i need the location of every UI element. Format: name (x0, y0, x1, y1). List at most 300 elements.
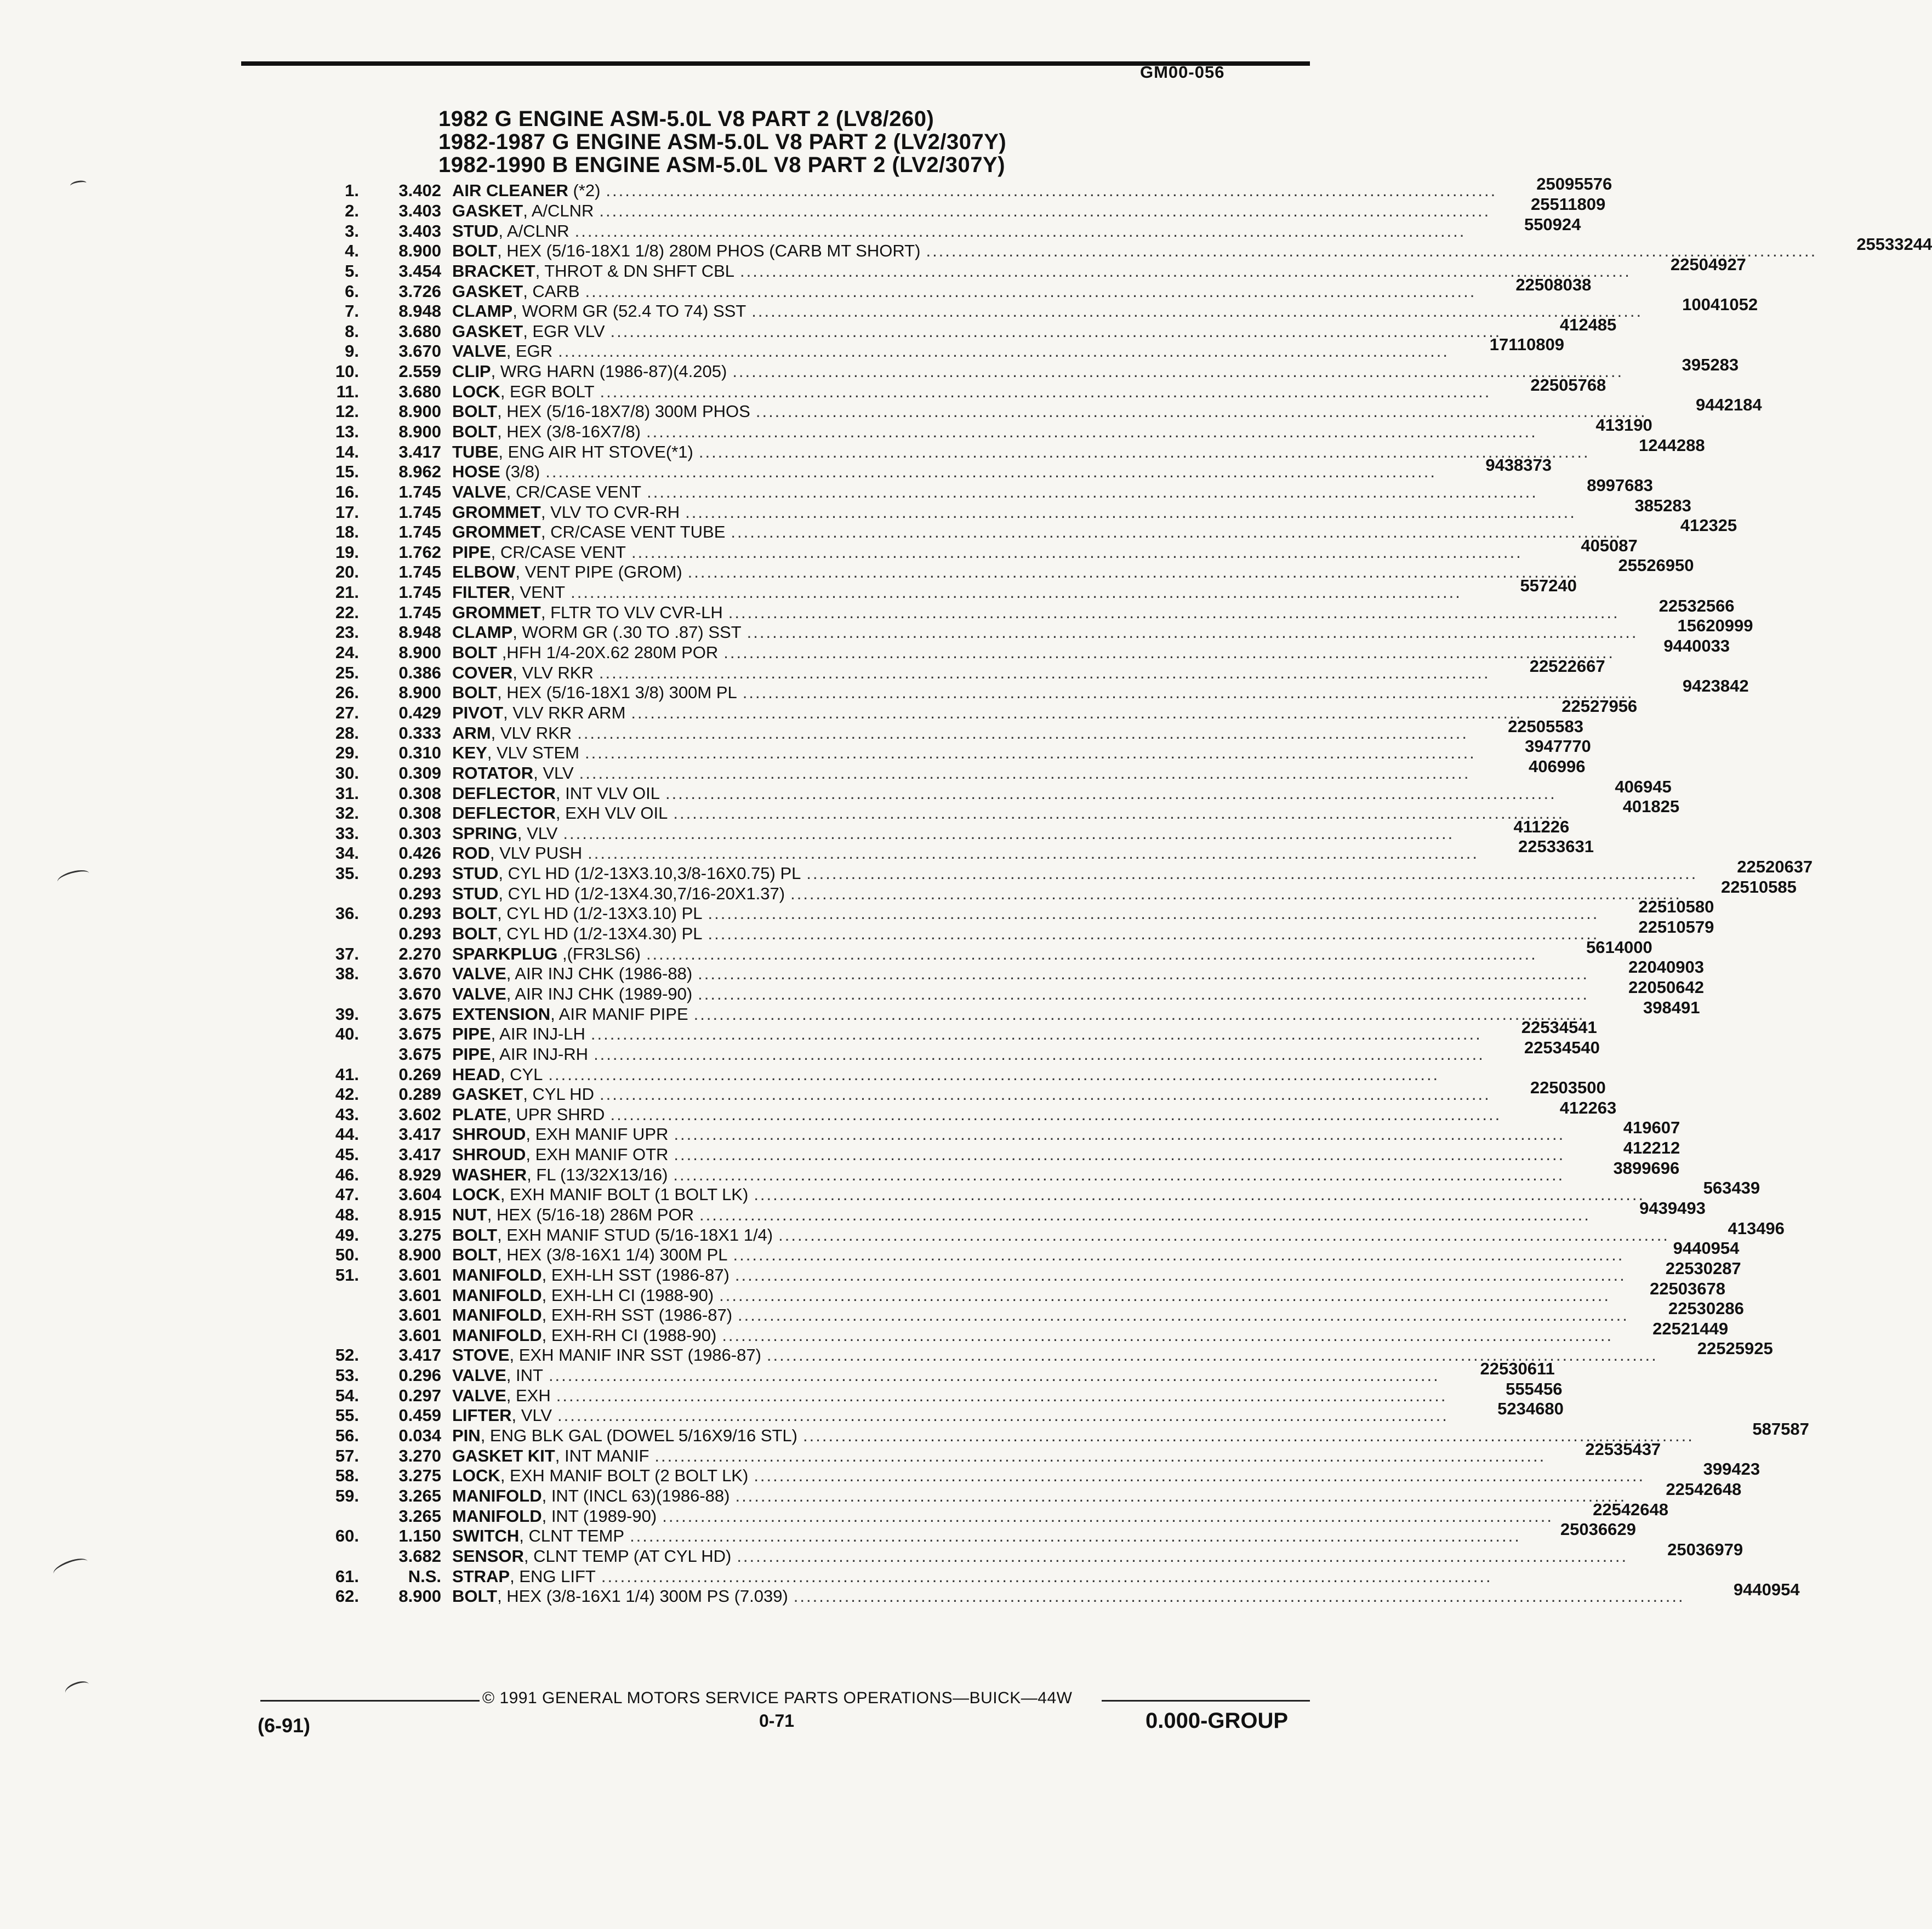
item-number: 55. (335, 1406, 359, 1425)
group-number: 0.310 (398, 743, 441, 763)
part-description (452, 824, 1454, 843)
part-name: VALVE (452, 964, 506, 984)
part-name: LOCK (452, 1466, 500, 1486)
part-detail: , EXH-RH CI (1988-90) (542, 1325, 717, 1345)
dot-leader: ............................................................................................................................................ (699, 1205, 1591, 1224)
group-number: 8.900 (398, 1586, 441, 1606)
part-number: 555456 (1506, 1379, 1563, 1399)
part-row (296, 616, 1753, 643)
group-number: 2.559 (398, 362, 441, 381)
part-name: BOLT (452, 643, 498, 663)
part-detail: , EGR VLV (523, 321, 605, 341)
part-description (452, 543, 1523, 562)
part-number: 399423 (1703, 1459, 1760, 1479)
part-detail: , CR/CASE VENT TUBE (540, 522, 726, 542)
group-number: 3.417 (398, 1345, 441, 1365)
part-row (296, 415, 1652, 442)
part-name: BOLT (452, 402, 498, 421)
part-number: 22530287 (1665, 1258, 1741, 1278)
item-number: 19. (335, 542, 359, 562)
item-number: 1. (345, 181, 359, 201)
group-number: 0.289 (398, 1085, 441, 1104)
dot-leader: ............................................................................................................................................ (731, 522, 1622, 542)
part-description (452, 1105, 1501, 1125)
part-row (296, 1319, 1729, 1346)
group-number: 0.426 (398, 843, 441, 863)
part-description (452, 1165, 1564, 1185)
dot-leader: ............................................................................................................................................ (654, 1446, 1546, 1465)
part-detail: , HEX (5/16-18) 286M POR (487, 1205, 694, 1224)
part-detail: , CR/CASE VENT (506, 482, 642, 501)
part-detail: , WORM GR (.30 TO .87) SST (512, 623, 742, 642)
item-number: 35. (335, 864, 359, 883)
group-number: 3.604 (398, 1185, 441, 1205)
group-number: 3.265 (398, 1486, 441, 1505)
dot-leader: ............................................................................................................................................ (719, 1285, 1610, 1305)
item-number: 37. (335, 944, 359, 963)
part-detail: , CYL HD (1/2-13X4.30) PL (497, 924, 703, 944)
group-number: 1.745 (398, 522, 441, 542)
part-number: 22510579 (1638, 917, 1714, 937)
part-detail: (3/8) (500, 462, 540, 482)
part-number: 22530611 (1480, 1359, 1555, 1379)
part-row (296, 1459, 1760, 1486)
part-number: 22542648 (1666, 1479, 1742, 1499)
part-number: 22525925 (1697, 1339, 1773, 1359)
part-row (296, 495, 1691, 522)
part-name: VALVE (452, 984, 506, 1003)
part-number: 22534541 (1521, 1018, 1597, 1037)
dot-leader: ............................................................................................................................................ (610, 321, 1502, 341)
item-number: 32. (335, 803, 359, 823)
part-number: 25526950 (1618, 556, 1694, 575)
part-description (452, 703, 1522, 723)
part-detail: , HEX (5/16-18X7/8) 300M PHOS (497, 402, 750, 421)
part-name: ROD (452, 843, 490, 863)
item-number: 38. (335, 964, 359, 984)
part-description (452, 803, 1564, 823)
part-detail: , CARB (523, 281, 580, 301)
part-row (296, 1118, 1680, 1145)
part-description (452, 1466, 1645, 1486)
part-number: 557240 (1520, 576, 1577, 596)
part-name: BOLT (452, 683, 498, 703)
part-row (296, 254, 1746, 282)
part-row (296, 1419, 1809, 1446)
part-number: 9442184 (1695, 395, 1762, 415)
group-number: 0.297 (398, 1385, 441, 1405)
part-row (296, 1138, 1680, 1165)
part-detail: , THROT & DN SHFT CBL (535, 261, 735, 281)
part-number: 22504927 (1670, 254, 1746, 274)
part-detail: , FL (13/32X13/16) (527, 1165, 668, 1184)
part-detail: , EXH MANIF INR SST (1986-87) (509, 1345, 761, 1365)
part-row (296, 1566, 1492, 1586)
group-number: 0.303 (398, 823, 441, 843)
part-number: 22505768 (1530, 375, 1606, 395)
dot-leader: ............................................................................................................................................ (674, 1145, 1565, 1165)
dot-leader: ............................................................................................................................................ (579, 763, 1471, 783)
part-number: 22505583 (1508, 716, 1583, 736)
part-detail: , VLV RKR (491, 723, 572, 743)
group-number: 2.270 (398, 944, 441, 963)
item-number: 5. (345, 261, 359, 281)
dot-leader: ............................................................................................................................................ (723, 643, 1615, 663)
dot-leader: ............................................................................................................................................ (738, 1305, 1629, 1325)
part-detail: , WRG HARN (1986-87)(4.205) (491, 362, 727, 381)
part-row (296, 777, 1672, 803)
page-titles (438, 107, 1006, 176)
group-number: 0.293 (398, 904, 441, 923)
dot-leader: ............................................................................................................................................ (708, 924, 1599, 944)
group-number: 3.275 (398, 1225, 441, 1245)
item-number: 26. (335, 683, 359, 703)
part-description (452, 1326, 1613, 1345)
group-number: 3.402 (398, 181, 441, 201)
dot-leader: ............................................................................................................................................ (557, 1406, 1449, 1425)
part-name: STUD (452, 864, 499, 883)
part-number: 398491 (1643, 997, 1700, 1017)
part-row (296, 1339, 1773, 1366)
part-row (296, 1359, 1555, 1386)
group-number: 8.948 (398, 623, 441, 642)
group-number: 8.900 (398, 402, 441, 421)
page-number: 0-71 (759, 1711, 795, 1731)
part-row (296, 596, 1735, 623)
part-name: ARM (452, 723, 491, 743)
part-row (296, 756, 1586, 784)
part-name: PLATE (452, 1104, 507, 1124)
part-row (296, 1399, 1564, 1426)
part-row (296, 475, 1653, 503)
part-name: STUD (452, 883, 499, 903)
group-number: 3.417 (398, 442, 441, 461)
part-number: 9440033 (1663, 636, 1730, 656)
item-number: 56. (335, 1426, 359, 1446)
group-number: 3.675 (398, 1024, 441, 1044)
part-detail: , EGR BOLT (500, 381, 595, 401)
part-number: 413190 (1595, 415, 1652, 435)
group-number: 8.900 (398, 422, 441, 441)
group-number: 3.454 (398, 261, 441, 281)
part-name: GASKET (452, 281, 523, 301)
part-detail: , CYL HD (1/2-13X3.10,3/8-16X0.75) PL (498, 864, 801, 883)
dot-leader: ............................................................................................................................................ (594, 1044, 1485, 1064)
part-description (452, 583, 1462, 602)
part-description (452, 503, 1576, 522)
item-number: 9. (345, 341, 359, 361)
part-number: 22503500 (1530, 1078, 1606, 1098)
part-detail: , FLTR TO VLV CVR-LH (540, 602, 723, 622)
part-description (452, 1366, 1440, 1385)
item-number: 58. (335, 1466, 359, 1486)
item-number: 44. (335, 1125, 359, 1144)
part-row (296, 1279, 1725, 1305)
part-description (452, 1406, 1449, 1425)
group-label: 0.000-GROUP (1145, 1709, 1289, 1733)
part-description (452, 1586, 1685, 1606)
part-row (296, 355, 1739, 382)
part-detail: , EXH MANIF UPR (526, 1125, 669, 1144)
part-description (452, 241, 1817, 261)
part-row (296, 1218, 1785, 1245)
part-description (452, 201, 1490, 221)
part-row (296, 435, 1705, 462)
part-row (296, 315, 1617, 341)
document-code: GM00-056 (1140, 62, 1225, 82)
item-number: 14. (335, 442, 359, 461)
item-number: 6. (345, 281, 359, 301)
part-detail: , VLV RKR (512, 663, 594, 682)
scan-mark (52, 1555, 90, 1580)
dot-leader: ............................................................................................................................................ (698, 984, 1589, 1003)
part-name: BOLT (452, 924, 498, 944)
item-number: 22. (335, 602, 359, 622)
part-name: HOSE (452, 462, 500, 482)
dot-leader: ............................................................................................................................................ (646, 944, 1537, 963)
part-name: VALVE (452, 341, 506, 361)
group-number: 3.670 (398, 964, 441, 984)
part-name: MANIFOLD (452, 1265, 542, 1285)
part-name: SHROUD (452, 1145, 526, 1165)
part-detail: ,(FR3LS6) (557, 944, 641, 963)
group-number: 8.900 (398, 683, 441, 703)
dot-leader: ............................................................................................................................................ (732, 362, 1624, 381)
item-number: 33. (335, 823, 359, 843)
part-row (296, 576, 1577, 603)
dot-leader: ............................................................................................................................................ (574, 221, 1466, 241)
part-row (296, 716, 1583, 743)
dot-leader: ............................................................................................................................................ (766, 1345, 1658, 1365)
group-number: 0.293 (398, 864, 441, 883)
part-number: 22522667 (1529, 656, 1605, 676)
part-description (452, 1286, 1610, 1305)
dot-leader: ............................................................................................................................................ (734, 1265, 1626, 1285)
group-number: 3.675 (398, 1044, 441, 1064)
dot-leader: ............................................................................................................................................ (548, 1366, 1440, 1385)
item-number: 42. (335, 1085, 359, 1104)
item-number: 18. (335, 522, 359, 542)
part-detail: , INT (1989-90) (542, 1506, 657, 1526)
part-name: MANIFOLD (452, 1305, 542, 1325)
dot-leader: ............................................................................................................................................ (599, 201, 1491, 220)
dot-leader: ............................................................................................................................................ (571, 583, 1462, 602)
part-number: 5234680 (1497, 1399, 1564, 1419)
part-row (296, 1539, 1743, 1567)
part-name: GASKET KIT (452, 1446, 555, 1465)
part-row (296, 877, 1797, 904)
part-number: 8997683 (1587, 475, 1653, 495)
part-detail: , ENG AIR HT STOVE(*1) (498, 442, 693, 461)
part-detail: , EXH-RH SST (1986-87) (542, 1305, 733, 1325)
part-name: PIPE (452, 542, 491, 562)
part-name: COVER (452, 663, 513, 682)
item-number: 36. (335, 904, 359, 923)
part-row (296, 917, 1714, 944)
part-row (296, 1064, 1440, 1085)
dot-leader: ............................................................................................................................................ (790, 883, 1682, 903)
part-description (452, 1506, 1553, 1526)
part-detail: , VLV STEM (487, 743, 579, 763)
group-number: 3.601 (398, 1265, 441, 1285)
part-description (452, 482, 1538, 502)
part-description (452, 864, 1697, 883)
dot-leader: ............................................................................................................................................ (548, 1064, 1440, 1084)
part-detail: , AIR INJ CHK (1989-90) (506, 984, 693, 1003)
dot-leader: ............................................................................................................................................ (590, 1024, 1482, 1044)
part-detail: , CYL (500, 1064, 543, 1084)
dot-leader: ............................................................................................................................................ (926, 241, 1817, 261)
item-number: 48. (335, 1205, 359, 1224)
part-name: CLAMP (452, 301, 513, 321)
part-description (452, 1305, 1629, 1325)
part-number: 412325 (1680, 516, 1737, 535)
part-description (452, 221, 1466, 241)
item-number: 46. (335, 1165, 359, 1184)
part-description (452, 562, 1578, 582)
dot-leader: ............................................................................................................................................ (673, 803, 1565, 823)
dot-leader: ............................................................................................................................................ (754, 1466, 1645, 1486)
item-number: 59. (335, 1486, 359, 1505)
part-detail: , EGR (506, 341, 553, 361)
part-detail: , HEX (5/16-18X1 3/8) 300M PL (497, 683, 737, 703)
part-detail: (*2) (568, 181, 601, 201)
part-row (296, 636, 1730, 663)
group-number: 0.386 (398, 663, 441, 682)
item-number: 27. (335, 703, 359, 722)
part-description (452, 904, 1599, 923)
part-name: BOLT (452, 904, 498, 923)
part-description (452, 623, 1638, 642)
dot-leader: ............................................................................................................................................ (665, 783, 1557, 803)
part-number: 22050642 (1628, 977, 1704, 997)
group-number: 0.034 (398, 1426, 441, 1446)
footer-rule-right (1102, 1700, 1310, 1702)
part-number: 22508038 (1515, 275, 1592, 294)
part-detail: , INT (INCL 63)(1986-88) (542, 1486, 730, 1505)
part-detail: , VENT (510, 583, 566, 602)
group-number: 8.948 (398, 301, 441, 321)
part-number: 401825 (1622, 797, 1680, 817)
group-number: 3.270 (398, 1446, 441, 1465)
part-number: 395283 (1682, 355, 1739, 375)
group-number: 1.150 (398, 1526, 441, 1546)
group-number: 0.293 (398, 883, 441, 903)
title-line: 1982-1990 B ENGINE ASM-5.0L V8 PART 2 (LV2/307Y) (438, 153, 1006, 177)
part-name: WASHER (452, 1165, 527, 1184)
group-number: 8.929 (398, 1165, 441, 1184)
part-description (452, 1546, 1628, 1566)
part-number: 22534540 (1524, 1037, 1600, 1057)
part-number: 9423842 (1682, 676, 1749, 696)
part-name: SPARKPLUG (452, 944, 558, 963)
part-detail: , CYL HD (523, 1085, 594, 1104)
group-number: 3.601 (398, 1305, 441, 1325)
part-name: HEAD (452, 1064, 500, 1084)
part-name: GROMMET (452, 502, 541, 522)
item-number: 21. (335, 583, 359, 602)
part-description (452, 944, 1537, 964)
part-name: GASKET (452, 1085, 523, 1104)
group-number: 3.417 (398, 1145, 441, 1165)
part-number: 3899696 (1613, 1158, 1680, 1178)
dot-leader: ............................................................................................................................................ (751, 301, 1643, 321)
dot-leader: ............................................................................................................................................ (755, 402, 1647, 421)
part-description (452, 683, 1634, 703)
dot-leader: ............................................................................................................................................ (599, 663, 1490, 682)
part-row (296, 335, 1564, 362)
part-description (452, 422, 1537, 442)
dot-leader: ............................................................................................................................................ (674, 1125, 1565, 1144)
part-row (296, 1299, 1744, 1326)
part-row (296, 1178, 1760, 1205)
item-number: 54. (335, 1385, 359, 1405)
part-detail: , EXH-LH CI (1988-90) (542, 1285, 714, 1305)
part-number: 22520637 (1737, 857, 1813, 877)
item-number: 8. (345, 321, 359, 341)
item-number: 41. (335, 1064, 359, 1084)
group-number: 3.601 (398, 1285, 441, 1305)
group-number: 3.602 (398, 1104, 441, 1124)
part-number: 25511809 (1530, 194, 1606, 214)
part-description (452, 1225, 1669, 1245)
scan-mark (70, 179, 87, 189)
dot-leader: ............................................................................................................................................ (588, 843, 1479, 863)
part-number: 563439 (1703, 1178, 1760, 1198)
title-line: 1982 G ENGINE ASM-5.0L V8 PART 2 (LV8/260) (438, 107, 934, 131)
part-name: CLAMP (452, 623, 513, 642)
part-detail: , EXH (506, 1385, 551, 1405)
part-name: DEFLECTOR (452, 803, 556, 823)
part-row (296, 1098, 1617, 1125)
part-number: 406945 (1615, 777, 1672, 796)
part-number: 15620999 (1677, 616, 1753, 636)
part-name: PIVOT (452, 703, 504, 722)
part-name: BOLT (452, 1245, 498, 1265)
part-detail: , UPR SHRD (506, 1104, 605, 1124)
group-number: 1.745 (398, 562, 441, 582)
item-number: 45. (335, 1145, 359, 1165)
part-row (296, 737, 1591, 763)
part-name: VALVE (452, 1385, 506, 1405)
part-detail: , INT (506, 1366, 543, 1385)
part-row (296, 516, 1737, 543)
part-number: 22040903 (1628, 957, 1704, 977)
part-row (296, 1439, 1661, 1466)
part-description (452, 723, 1468, 743)
item-number: 15. (335, 462, 359, 482)
part-description (452, 884, 1682, 904)
part-detail: , EXH MANIF BOLT (1 BOLT LK) (500, 1185, 749, 1205)
part-number: 22530286 (1668, 1299, 1744, 1319)
part-row (296, 997, 1700, 1024)
group-number: 0.296 (398, 1366, 441, 1385)
dot-leader: ............................................................................................................................................ (647, 482, 1538, 501)
dot-leader: ............................................................................................................................................ (733, 1245, 1625, 1265)
part-name: GASKET (452, 201, 523, 220)
dot-leader: ............................................................................................................................................ (698, 442, 1590, 461)
part-number: 22510585 (1720, 877, 1797, 897)
part-name: TUBE (452, 442, 499, 461)
dot-leader: ............................................................................................................................................ (708, 904, 1599, 923)
part-row (296, 214, 1581, 241)
dot-leader: ............................................................................................................................................ (735, 1486, 1627, 1505)
part-description (452, 261, 1631, 281)
part-description (452, 1005, 1585, 1024)
part-detail: , HEX (5/16-18X1 1/8) 280M PHOS (CARB MT SHORT) (497, 241, 921, 261)
part-detail: , CLNT TEMP (519, 1526, 625, 1546)
part-row (296, 696, 1638, 723)
